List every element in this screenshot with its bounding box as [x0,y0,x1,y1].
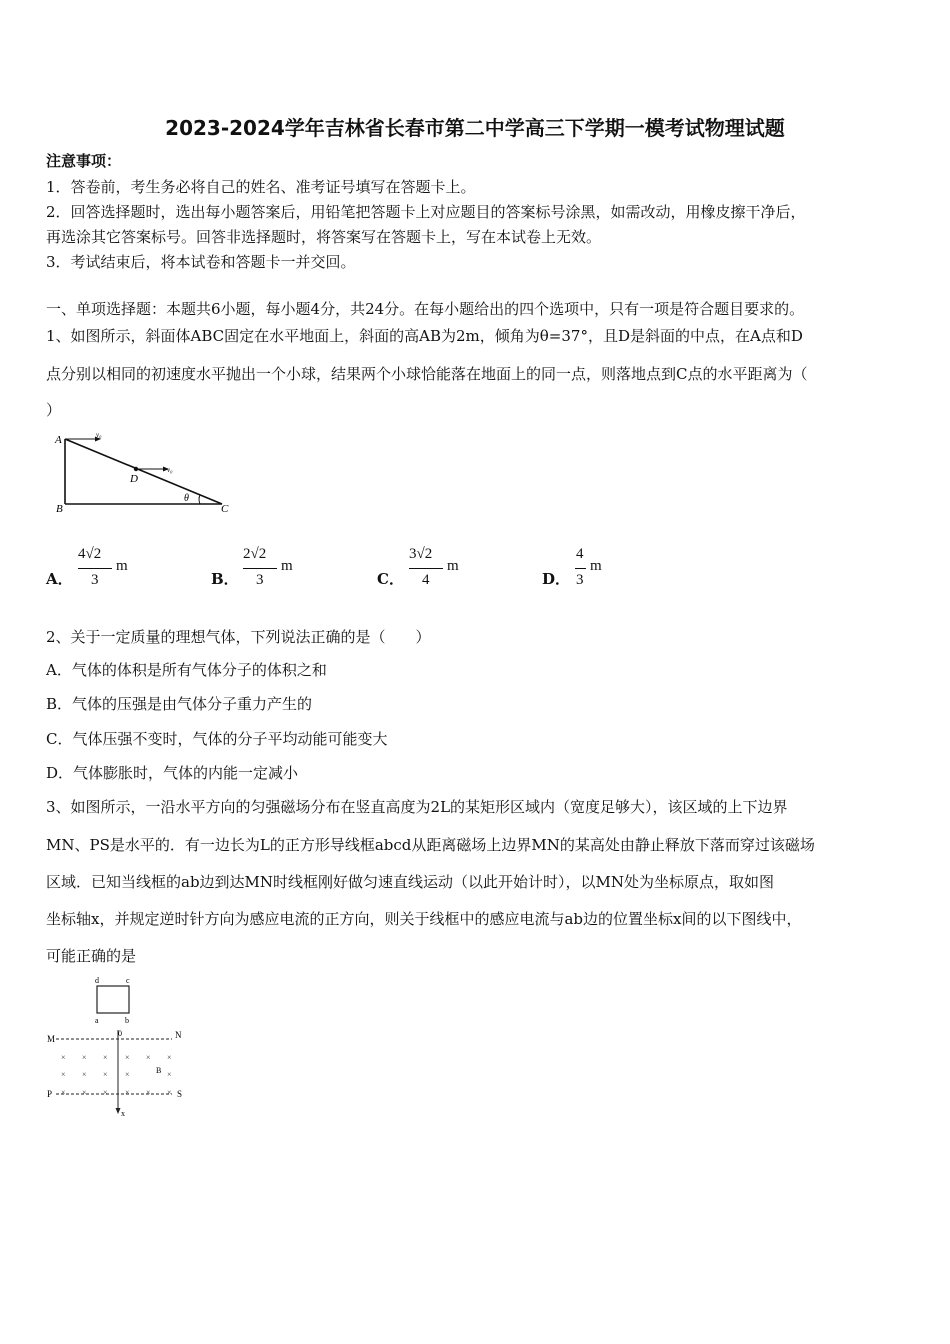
q1-stem-line: 点分别以相同的初速度水平抛出一个小球，结果两个小球恰能落在地面上的同一点，则落地点到C点的水平距离为（ [46,365,808,383]
boundary-label-s: S [177,1089,183,1099]
field-crosses [61,1053,172,1097]
notice-heading: 注意事项： [46,152,122,170]
fraction-denominator: 3 [256,572,264,588]
fig-label-c: C [221,503,229,515]
fraction-numerator: 3√2 [409,546,433,562]
fig-label-v0: v₀ [167,466,173,474]
q1-stem-line: 1、如图所示，斜面体ABC固定在水平地面上，斜面的高AB为2m，倾角为θ=37°，且D是斜面的中点，在A点和D [46,327,803,345]
unit: m [116,558,128,574]
q2-option: D．气体膨胀时，气体的内能一定减小 [46,764,299,782]
notice-item: 再选涂其它答案标号。回答非选择题时，将答案写在答题卡上，写在本试卷上无效。 [46,228,602,246]
q3-stem-line: 3、如图所示，一沿水平方向的匀强磁场分布在竖直高度为2L的某矩形区域内（宽度足够大），该区域的上下边界 [46,798,788,816]
boundary-label-m: M [47,1034,56,1044]
q1-stem-line: ） [46,401,62,419]
q3-magnetic-field-figure [44,970,194,1122]
notice-item: 3．考试结束后，将本试卷和答题卡一并交回。 [46,253,356,271]
fraction-numerator: 4 [576,546,584,562]
fig-label-a: A [55,434,62,446]
notice-item: 1．答卷前，考生务必将自己的姓名、准考证号填写在答题卡上。 [46,178,476,196]
field-cross: × [125,1088,130,1097]
q1-incline-figure [50,428,240,520]
field-cross: × [146,1088,151,1097]
field-cross: × [167,1088,172,1097]
fraction-denominator: 3 [576,572,584,588]
field-cross: × [61,1088,66,1097]
section-heading: 一、单项选择题：本题共6小题，每小题4分，共24分。在每小题给出的四个选项中，只有一项是符合题目要求的。 [46,300,805,318]
fig-label-theta: θ [184,493,189,504]
fraction-numerator: 4√2 [78,546,102,562]
unit: m [447,558,459,574]
field-label-b: B [156,1066,162,1075]
field-cross: × [167,1070,172,1079]
q2-option: B．气体的压强是由气体分子重力产生的 [46,695,313,713]
q3-stem-line: 坐标轴x，并规定逆时针方向为感应电流的正方向，则关于线框中的感应电流与ab边的位置坐标x间的以下图线中， [46,910,802,928]
notice-item: 2．回答选择题时，选出每小题答案后，用铅笔把答题卡上对应题目的答案标号涂黑，如需改动，用橡皮擦干净后， [46,203,806,221]
fig-label-v0: v₀ [96,431,102,439]
field-cross: × [146,1053,151,1062]
fraction-numerator: 2√2 [243,546,267,562]
q1-option-d-label: D． [542,570,571,588]
q1-option-c-label: C． [377,570,404,588]
fig-label-b: B [56,503,63,515]
page-title: 2023-2024学年吉林省长春市第二中学高三下学期一模考试物理试题 [165,116,785,140]
fig-label-d: D [130,473,138,485]
q2-option: A．气体的体积是所有气体分子的体积之和 [46,661,327,679]
axis-label-x: x [121,1109,125,1118]
field-cross: × [103,1053,108,1062]
field-cross: × [82,1053,87,1062]
boundary-label-n: N [175,1030,182,1040]
fraction-denominator: 4 [422,572,430,588]
q3-stem-line: 可能正确的是 [46,947,137,965]
field-cross: × [61,1070,66,1079]
field-cross: × [61,1053,66,1062]
field-cross: × [125,1053,130,1062]
field-cross: × [103,1088,108,1097]
q2-option: C．气体压强不变时，气体的分子平均动能可能变大 [46,730,388,748]
unit: m [281,558,293,574]
loop-label-d: d [95,976,99,985]
field-cross: × [82,1088,87,1097]
q3-stem-line: 区域．已知当线框的ab边到达MN时线框刚好做匀速直线运动（以此开始计时），以MN处为坐标原点，取如图 [46,873,775,891]
q1-option-b-label: B． [211,570,239,588]
loop-label-b: b [125,1016,129,1025]
field-cross: × [125,1070,130,1079]
q2-stem: 2、关于一定质量的理想气体，下列说法正确的是（ ） [46,628,431,646]
unit: m [590,558,602,574]
origin-label: 0 [118,1029,122,1038]
field-cross: × [82,1070,87,1079]
q1-option-a-label: A． [46,570,73,588]
fraction-denominator: 3 [91,572,99,588]
field-cross: × [103,1070,108,1079]
field-cross: × [167,1053,172,1062]
loop-label-c: c [126,976,130,985]
loop-label-a: a [95,1016,99,1025]
boundary-label-p: P [47,1089,53,1099]
q3-stem-line: MN、PS是水平的．有一边长为L的正方形导线框abcd从距离磁场上边界MN的某高处由静止释放下落而穿过该磁场 [46,836,815,854]
